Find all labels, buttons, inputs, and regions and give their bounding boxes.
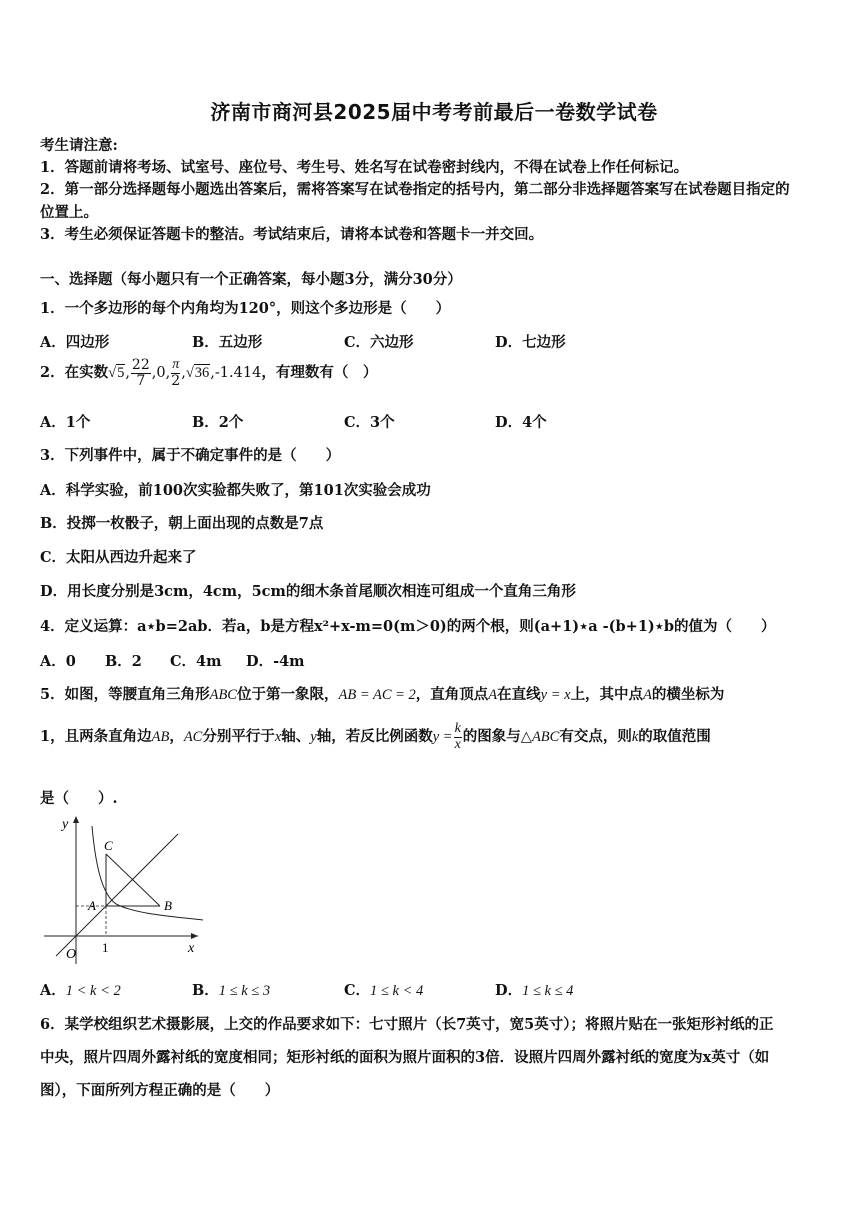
q3-option-d: D．用长度分别是3cm，4cm，5cm的细木条首尾顺次相连可组成一个直角三角形 <box>40 583 576 600</box>
q1-option-b: B．五边形 <box>192 334 263 351</box>
y-axis-label: y <box>62 817 69 832</box>
q5-figure <box>38 812 208 972</box>
q2-fraction-pi-2: $\frac{\pi}{2}$ <box>171 357 181 389</box>
section-heading: 一、选择题（每小题只有一个正确答案，每小题3分，满分30分） <box>40 271 462 288</box>
q2-sqrt36: √36 <box>185 364 210 381</box>
question-6-line-2: 中央，照片四周外露衬纸的宽度相同；矩形衬纸的面积为照片面积的3倍．设照片四周外露衬纸的宽度为x英寸（如 <box>40 1049 770 1066</box>
q2-tail: ,-1.414 <box>210 365 262 382</box>
q4-option-b: B．2 <box>105 653 142 670</box>
origin-label: O <box>66 947 77 962</box>
q2-zero: ,0, <box>151 365 171 382</box>
q4-option-d: D．-4m <box>246 653 305 670</box>
q2-option-a: A．1个 <box>40 414 91 431</box>
tick-one-label: 1 <box>102 940 109 955</box>
q5-option-d: D．1 ≤ k ≤ 4 <box>495 982 574 999</box>
notice-item-2: 2．第一部分选择题每小题选出答案后，需将答案写在试卷指定的括号内，第二部分非选择题答案写在试卷题目指定的 <box>40 181 790 198</box>
page-title: 济南市商河县2025届中考考前最后一卷数学试卷 <box>210 100 658 124</box>
q2-option-b: B．2个 <box>192 414 244 431</box>
q2-prefix: 2．在实数 <box>40 364 109 382</box>
question-5-line-2: 1，且两条直角边AB，AC分别平行于x轴、y轴，若反比例函数y = $\frac{k}{x}$ 的图象与△ABC有交点，则k的取值范围 <box>40 721 711 752</box>
q2-sqrt5: √5 <box>108 364 125 381</box>
point-c-label: C <box>104 838 113 853</box>
question-4-stem: 4．定义运算：a⋆b=2ab．若a，b是方程x²+x-m=0(m＞0)的两个根，则(a+1)⋆a -(b+1)⋆b的值为（ ） <box>40 618 776 635</box>
q5-option-c: C．1 ≤ k < 4 <box>344 982 424 999</box>
question-6-line-1: 6．某学校组织艺术摄影展，上交的作品要求如下：七寸照片（长7英寸，宽5英寸）；将照片贴在一张矩形衬纸的正 <box>40 1016 774 1033</box>
q5-function-fraction: $\frac{k}{x}$ <box>454 721 461 752</box>
notice-item-3: 3．考生必须保证答题卡的整洁。考试结束后，请将本试卷和答题卡一并交回。 <box>40 226 544 243</box>
q2-option-c: C．3个 <box>344 414 395 431</box>
q3-option-a: A．科学实验，前100次实验都失败了，第101次实验会成功 <box>40 482 431 499</box>
point-a-label: A <box>88 898 96 913</box>
q1-option-c: C．六边形 <box>344 334 414 351</box>
point-b-label: B <box>164 898 172 913</box>
question-5-line-1: 5．如图，等腰直角三角形ABC位于第一象限，AB = AC = 2，直角顶点A在直线y = x上，其中点A的横坐标为 <box>40 686 725 703</box>
question-3-stem: 3．下列事件中，属于不确定事件的是（ ） <box>40 447 341 464</box>
q3-option-b: B．投掷一枚骰子，朝上面出现的点数是7点 <box>40 515 324 532</box>
x-axis-arrow <box>191 933 198 939</box>
q4-option-a: A．0 <box>40 653 76 670</box>
question-1-stem: 1．一个多边形的每个内角均为120°，则这个多边形是（ ） <box>40 300 451 317</box>
notice-item-1: 1．答题前请将考场、试室号、座位号、考生号、姓名写在试卷密封线内，不得在试卷上作任何标记。 <box>40 159 689 176</box>
notice-item-2-cont: 位置上。 <box>40 204 98 221</box>
q2-suffix: ，有理数有（ ） <box>261 364 378 382</box>
line-y-equals-x <box>56 834 178 956</box>
q5-option-a: A．1 < k < 2 <box>40 982 121 999</box>
q5-option-b: B．1 ≤ k ≤ 3 <box>192 982 271 999</box>
y-axis-arrow <box>73 816 79 823</box>
x-axis-label: x <box>188 941 195 956</box>
q1-option-a: A．四边形 <box>40 334 110 351</box>
q2-fraction-22-7: $\frac{22}{7}$ <box>131 357 150 389</box>
question-2-stem: 2．在实数√5, $\frac{22}{7}$ ,0, $\frac{\pi}{2}$ ,√36,-1.414，有理数有（ ） <box>40 357 378 389</box>
question-6-line-3: 图），下面所列方程正确的是（ ） <box>40 1082 280 1099</box>
notice-heading: 考生请注意: <box>40 137 118 154</box>
q2-option-d: D．4个 <box>495 414 547 431</box>
question-5-line-3: 是（ ）. <box>40 790 118 807</box>
q3-option-c: C．太阳从西边升起来了 <box>40 549 197 566</box>
q1-option-d: D．七边形 <box>495 334 566 351</box>
q4-option-c: C．4m <box>170 653 222 670</box>
